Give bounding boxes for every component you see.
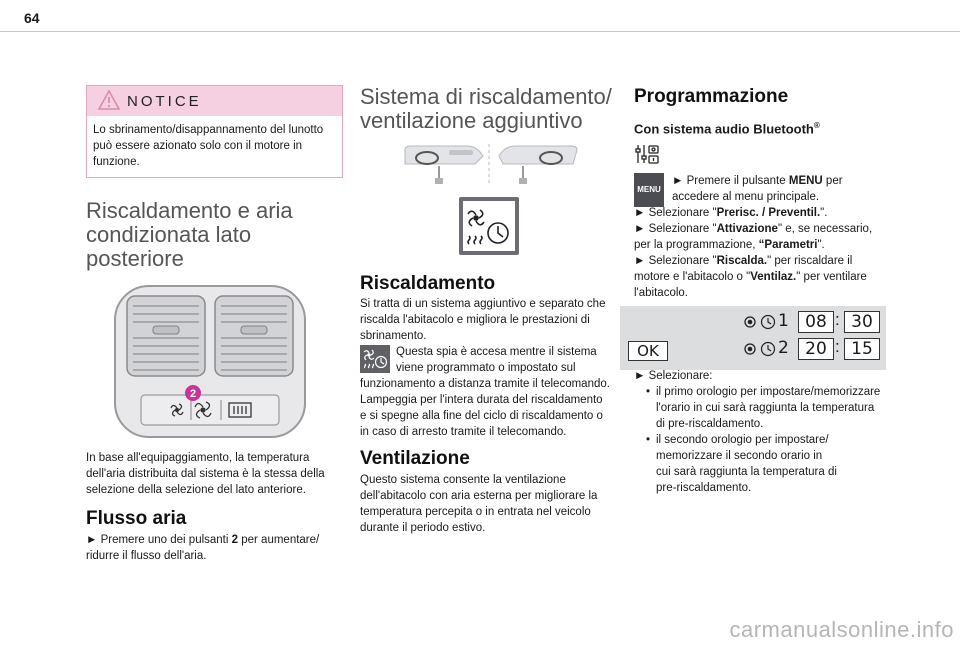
ventilation-text: Questo sistema consente la ventilazione dell'abitacolo con aria esterna per migliorare la temperatura percepita o in entrata nel veicolo durante il periodo estivo.	[360, 474, 598, 534]
watermark: carmanualsonline.info	[729, 617, 954, 642]
heating-rest: funzionamento a distanza tramite il telecomando. Lampeggia per l'intera durata del riscaldamento e si spegne alla fine del ciclo di riscaldamento o in caso di arresto tramite il telecomando.	[360, 378, 610, 438]
warning-triangle-icon	[97, 89, 121, 111]
step-1: ► Premere il pulsante MENU per accedere al menu principale.	[672, 175, 843, 203]
programming-heading: Programmazione	[634, 86, 789, 107]
list-item: • il secondo orologio per impostare/ memorizzare il secondo orario in cui sarà raggiunta la temperatura di pre-riscaldamento.	[646, 434, 837, 494]
audio-settings-icon	[634, 143, 660, 165]
notice-box	[86, 85, 343, 178]
programming-display	[620, 306, 886, 370]
rear-ac-heading: Riscaldamento e aria condizionata lato posteriore	[86, 198, 293, 271]
air-flow-heading: Flusso aria	[86, 508, 187, 529]
heating-heading: Riscaldamento	[360, 273, 496, 294]
time2-separator: :	[835, 337, 840, 356]
ok-button[interactable]: OK	[628, 341, 668, 361]
heater-lamp-icon	[360, 345, 390, 373]
heater-timer-icon	[458, 196, 520, 256]
rear-ac-description: In base all'equipaggiamento, la temperatura dell'aria distribuita dal sistema è la stessa della selezione della selezione del lato anteriore.	[86, 452, 325, 496]
time2-minutes[interactable]: 15	[844, 338, 880, 360]
time2-hours[interactable]: 20	[798, 338, 834, 360]
header-divider	[0, 31, 960, 32]
aux-system-heading: Sistema di riscaldamento/ ventilazione aggiuntivo	[360, 84, 612, 133]
radio-selected-icon[interactable]	[744, 343, 756, 355]
clock-icon	[760, 341, 776, 357]
clock-icon	[760, 314, 776, 330]
air-flow-text: ► Premere uno dei pulsanti 2 per aumentare/ ridurre il flusso dell'aria.	[86, 534, 320, 562]
rear-vents-illustration	[113, 284, 307, 439]
heating-intro: Si tratta di un sistema aggiuntivo e separato che riscalda l'abitacolo e migliora le prestazioni di sbrinamento.	[360, 298, 606, 342]
time1-separator: :	[835, 310, 840, 329]
select-bullets	[646, 384, 896, 496]
time1-hours[interactable]: 08	[798, 311, 834, 333]
steps-2-4: ► Selezionare "Prerisc. / Preventil.". ► Selezionare "Attivazione" e, se necessario, per la programmazione, “Parametri". ► Selezionare "Riscalda." per riscaldare il motore e l'abitacolo o "Ventilaz." per ventilare l'abitacolo.	[634, 207, 873, 299]
clock2-label: 2	[778, 338, 789, 358]
notice-header	[87, 86, 342, 116]
menu-button-icon: MENU	[634, 173, 664, 207]
page-number: 64	[24, 10, 40, 26]
clock1-label: 1	[778, 311, 789, 331]
programming-subheading: Con sistema audio Bluetooth®	[634, 121, 820, 137]
radio-selected-icon[interactable]	[744, 316, 756, 328]
notice-title: NOTICE	[127, 93, 202, 110]
ventilation-heading: Ventilazione	[360, 448, 470, 469]
select-intro: ► Selezionare:	[634, 370, 713, 382]
notice-text: Lo sbrinamento/disappannamento del lunotto può essere azionato solo con il motore in funzione.	[93, 124, 324, 168]
list-item: • il primo orologio per impostare/memorizzare l'orario in cui sarà raggiunta la temperatura di pre-riscaldamento.	[646, 386, 881, 430]
time1-minutes[interactable]: 30	[844, 311, 880, 333]
steering-wheels-illustration	[395, 140, 583, 188]
heating-lamp-text: Questa spia è accesa mentre il sistema viene programmato o impostato sul	[396, 346, 597, 374]
callout-number: 2	[189, 388, 197, 400]
